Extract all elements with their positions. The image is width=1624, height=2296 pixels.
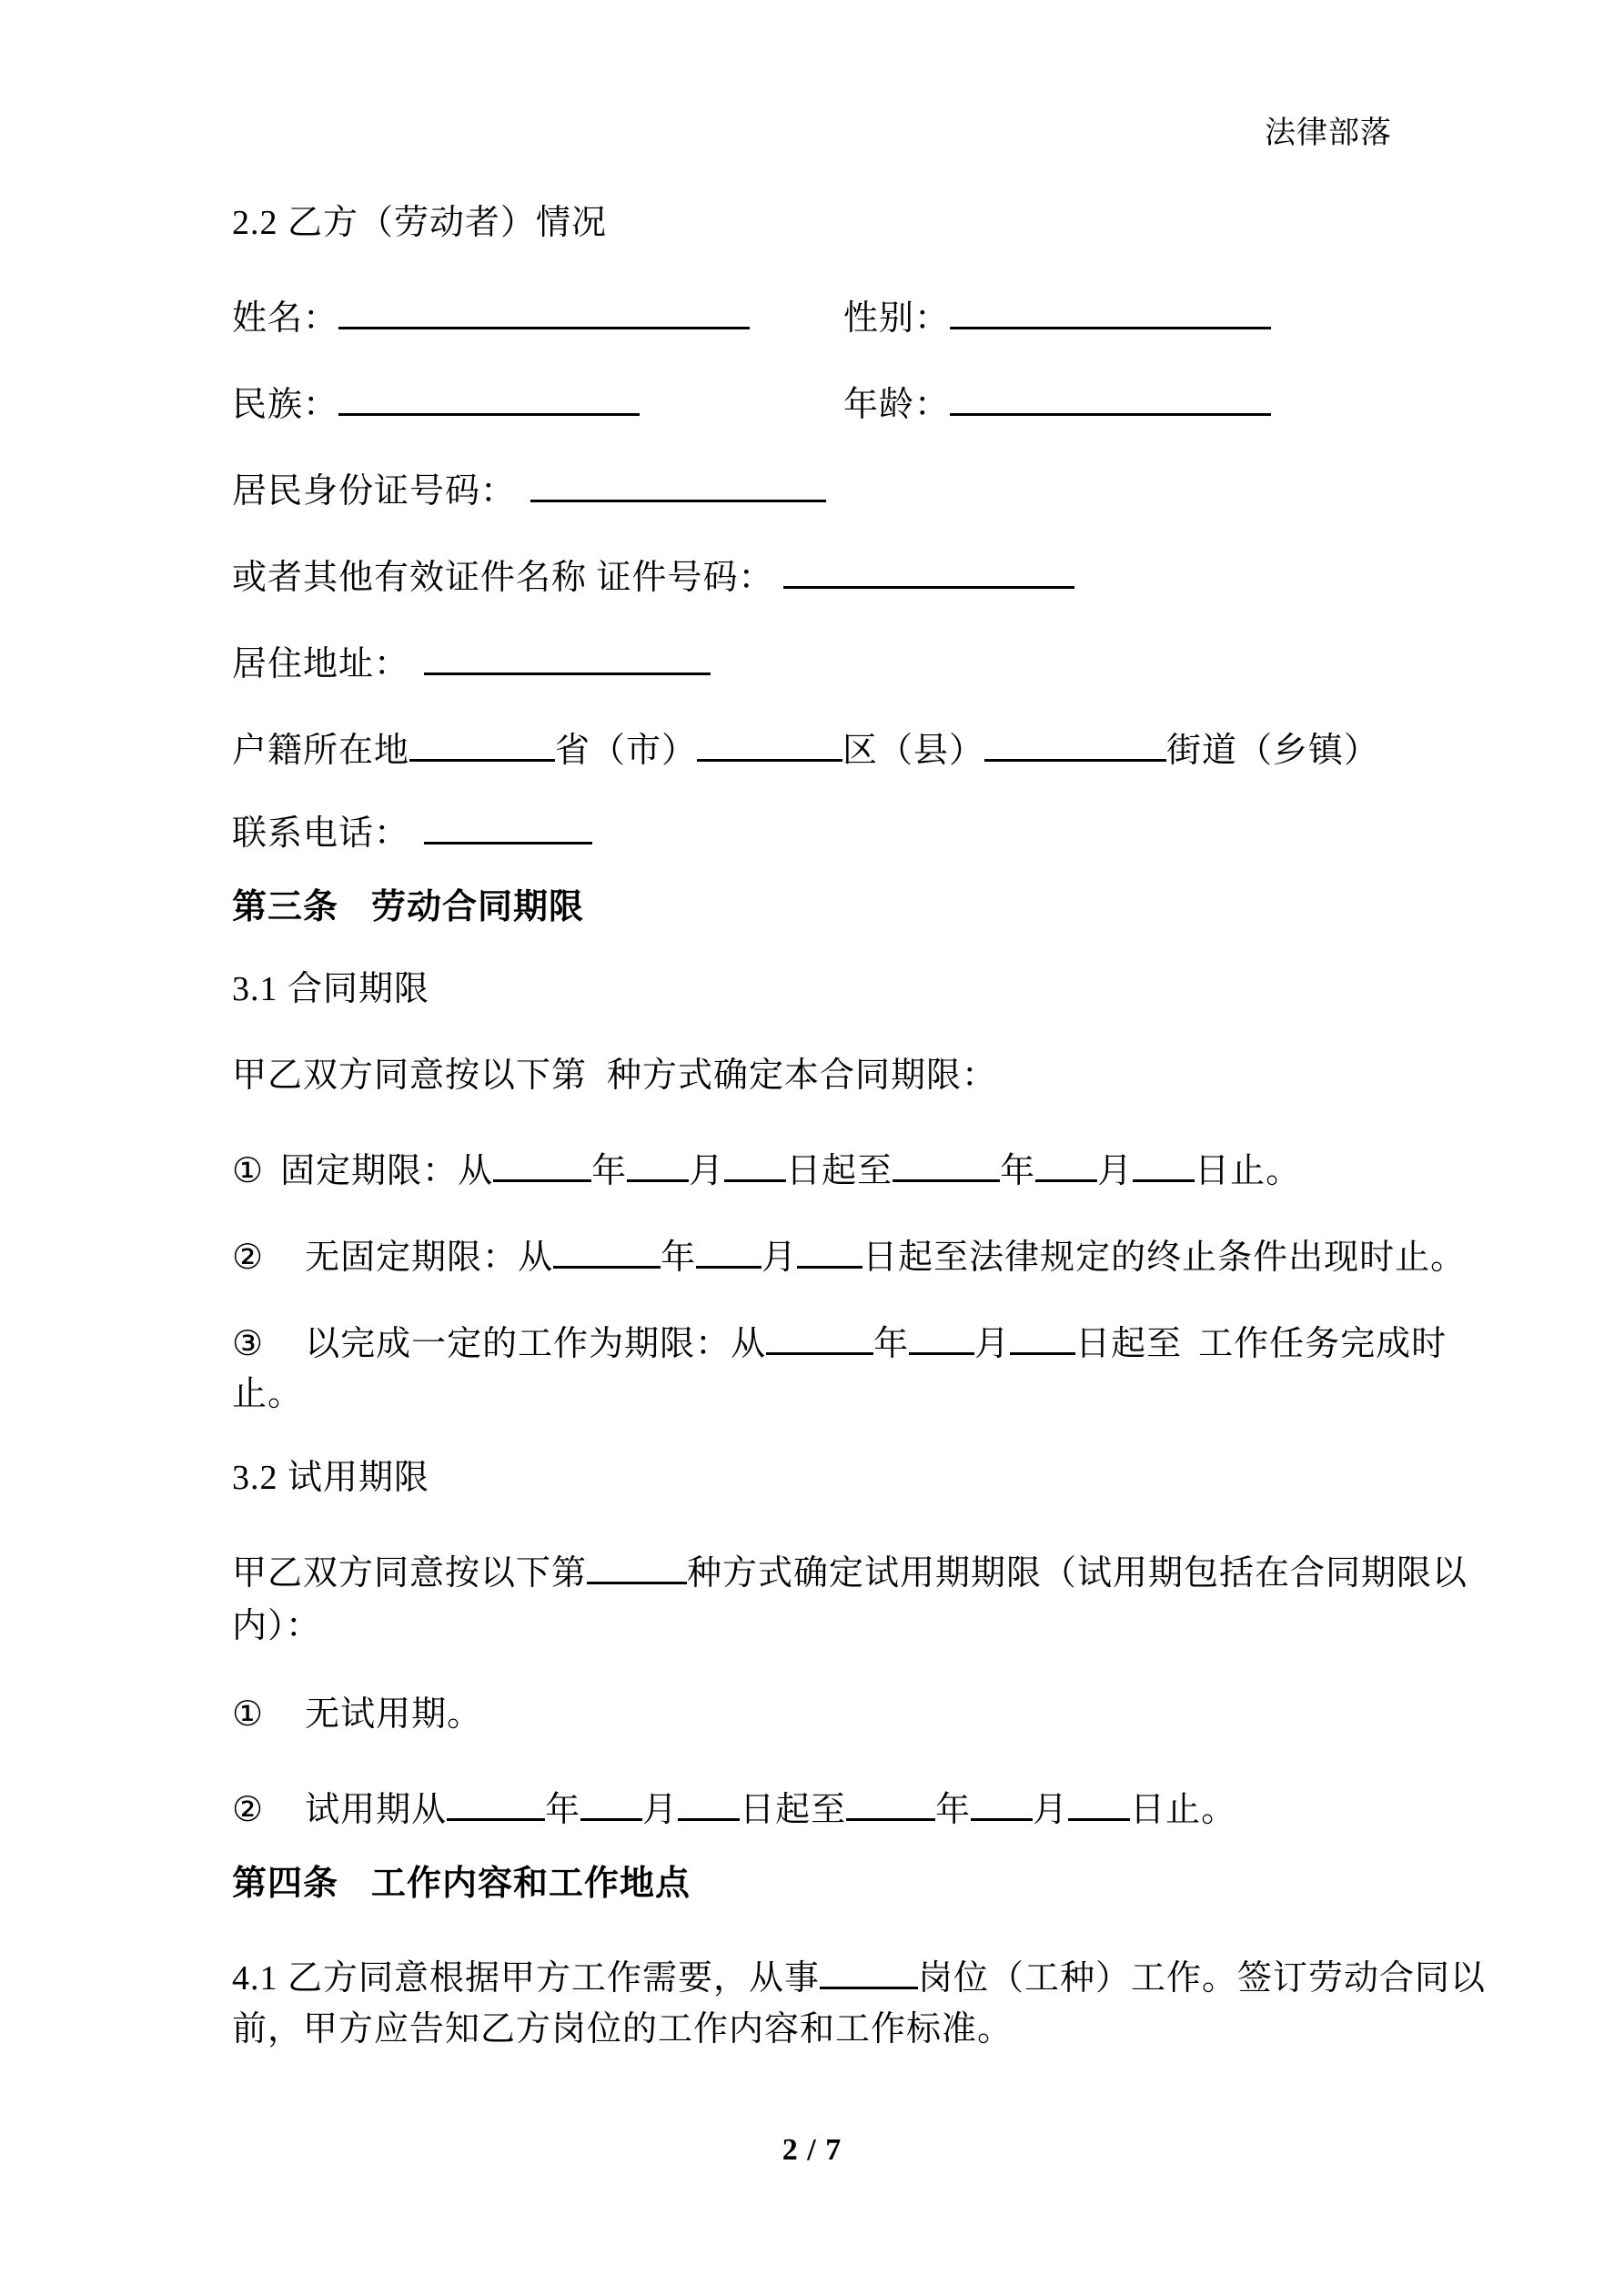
- text-run: 工作任务完成时: [1198, 1325, 1447, 1363]
- text-run: 年龄：: [843, 386, 951, 424]
- text-run: 2 / 7: [782, 2133, 842, 2167]
- option-3-task-term-line-1: [232, 1316, 1447, 1365]
- text-run: 月: [689, 1152, 725, 1190]
- fill-in-blank: [724, 1143, 786, 1182]
- section-2-2-heading: [232, 204, 607, 244]
- text-run: 年: [873, 1325, 910, 1363]
- spacer: [409, 844, 424, 845]
- text-run: 日起至: [1075, 1325, 1183, 1363]
- text-run: 前，甲方应告知乙方岗位的工作内容和工作标准。: [232, 2010, 1014, 2048]
- spacer: [264, 1268, 305, 1269]
- text-run: 第三条: [232, 888, 339, 926]
- fill-in-blank: [909, 1316, 974, 1355]
- page-number-footer: [0, 2132, 1624, 2168]
- text-run: 3.1 合同期限: [232, 970, 430, 1008]
- text-run: 4.1 乙方同意根据甲方工作需要，从事: [232, 1959, 821, 1998]
- row-contact-phone: [232, 805, 592, 855]
- text-run: 内）：: [232, 1607, 322, 1645]
- row-household-registration: [232, 723, 1379, 772]
- fill-in-blank: [697, 723, 842, 762]
- spacer: [774, 588, 783, 589]
- text-run: 性别：: [843, 299, 951, 338]
- probation-option-2: [232, 1782, 1236, 1831]
- fill-in-blank: [971, 1782, 1033, 1821]
- spacer: [587, 1086, 607, 1087]
- fill-in-blank: [893, 1143, 1000, 1182]
- fill-in-blank: [424, 636, 711, 675]
- text-run: 日止。: [1195, 1152, 1302, 1190]
- text-run: 民族：: [232, 386, 339, 424]
- text-run: 年: [661, 1239, 697, 1277]
- text-run: 居民身份证号码：: [232, 472, 517, 511]
- text-run: 街道（乡镇）: [1166, 732, 1380, 770]
- text-run: ③: [232, 1325, 265, 1363]
- row-name-gender: [232, 290, 1271, 339]
- fill-in-blank: [950, 377, 1271, 416]
- spacer: [1182, 1354, 1198, 1355]
- text-run: 日起至: [786, 1152, 893, 1190]
- fill-in-blank: [984, 723, 1166, 762]
- clause-3-1-intro: [232, 1057, 997, 1097]
- fill-in-blank: [424, 805, 592, 845]
- spacer: [338, 917, 371, 918]
- text-run: 年: [1000, 1152, 1036, 1190]
- text-run: 或者其他有效证件名称 证件号码：: [232, 559, 774, 597]
- fill-in-blank: [1010, 1316, 1075, 1355]
- text-run: 试用期从: [305, 1791, 448, 1829]
- text-run: 无固定期限：从: [305, 1239, 554, 1277]
- fill-in-blank: [783, 550, 1074, 589]
- fill-in-blank: [678, 1782, 740, 1821]
- fill-in-blank: [696, 1229, 762, 1269]
- text-run: 年: [935, 1791, 972, 1829]
- clause-3-2-heading: [232, 1459, 429, 1499]
- text-run: 月: [762, 1239, 798, 1277]
- article-4-heading: [232, 1865, 691, 1905]
- clause-3-2-intro-line-2: [232, 1607, 321, 1647]
- text-run: 3.2 试用期限: [232, 1459, 430, 1497]
- text-run: 以完成一定的工作为期限：从: [305, 1325, 767, 1363]
- row-other-certificate: [232, 550, 1074, 599]
- text-run: 户籍所在地: [232, 732, 410, 770]
- option-1-fixed-term: [232, 1143, 1301, 1192]
- fill-in-blank: [627, 1143, 689, 1182]
- text-run: 月: [1033, 1791, 1069, 1829]
- text-run: 日起至法律规定的终止条件出现时止。: [862, 1239, 1467, 1277]
- clause-4-1-line-2: [232, 2010, 1013, 2050]
- option-3-task-term-line-2: [232, 1375, 303, 1415]
- text-run: 甲乙双方同意按以下第: [232, 1057, 588, 1095]
- article-3-heading: [232, 888, 584, 928]
- text-run: 止。: [232, 1375, 304, 1413]
- text-run: 劳动合同期限: [371, 888, 585, 926]
- probation-option-1: [232, 1695, 482, 1735]
- text-run: 2.2 乙方（劳动者）情况: [232, 204, 608, 242]
- fill-in-blank: [447, 1782, 545, 1821]
- text-run: 区（县）: [842, 732, 985, 770]
- text-run: 种方式确定本合同期限：: [607, 1057, 998, 1095]
- clause-4-1-line-1: [232, 1950, 1486, 1999]
- row-ethnicity-age: [232, 377, 1271, 426]
- text-run: ①: [232, 1152, 265, 1190]
- fill-in-blank: [797, 1229, 862, 1269]
- fill-in-blank: [553, 1229, 661, 1269]
- fill-in-blank: [820, 1950, 918, 1989]
- text-run: 甲乙双方同意按以下第: [232, 1554, 588, 1593]
- fill-in-blank: [493, 1143, 591, 1182]
- text-run: 月: [1097, 1152, 1134, 1190]
- clause-3-2-intro-line-1: [232, 1545, 1468, 1594]
- row-residence-address: [232, 636, 711, 685]
- fill-in-blank: [580, 1782, 642, 1821]
- text-run: ②: [232, 1791, 265, 1829]
- row-id-number: [232, 463, 826, 512]
- text-run: 第四条: [232, 1865, 339, 1903]
- text-run: 工作内容和工作地点: [371, 1865, 691, 1903]
- text-run: 居住地址：: [232, 645, 410, 683]
- text-run: 年: [545, 1791, 581, 1829]
- text-run: 联系电话：: [232, 814, 410, 853]
- text-run: 月: [642, 1791, 679, 1829]
- fill-in-blank: [338, 377, 640, 416]
- fill-in-blank: [1133, 1143, 1195, 1182]
- fill-in-blank: [1068, 1782, 1130, 1821]
- spacer: [264, 1354, 305, 1355]
- text-run: ②: [232, 1239, 265, 1277]
- text-run: 日止。: [1130, 1791, 1237, 1829]
- text-run: 省（市）: [555, 732, 698, 770]
- text-run: 岗位（工种）工作。签订劳动合同以: [918, 1959, 1487, 1998]
- fill-in-blank: [950, 290, 1271, 329]
- spacer: [516, 501, 530, 502]
- text-run: 法律部落: [1265, 116, 1392, 150]
- text-run: 年: [591, 1152, 628, 1190]
- fill-in-blank: [1035, 1143, 1097, 1182]
- text-run: 姓名：: [232, 299, 339, 338]
- clause-3-1-heading: [232, 970, 429, 1010]
- header-brand: [1265, 116, 1392, 151]
- text-run: 固定期限：从: [280, 1152, 494, 1190]
- fill-in-blank: [338, 290, 750, 329]
- spacer: [264, 1820, 305, 1821]
- fill-in-blank: [409, 723, 555, 762]
- spacer: [409, 674, 424, 675]
- fill-in-blank: [587, 1545, 687, 1584]
- option-2-open-term: [232, 1229, 1466, 1279]
- spacer: [640, 415, 843, 416]
- spacer: [264, 1181, 280, 1182]
- text-run: 种方式确定试用期期限（试用期包括在合同期限以: [687, 1554, 1468, 1593]
- spacer: [338, 1894, 371, 1895]
- fill-in-blank: [766, 1316, 873, 1355]
- text-run: 无试用期。: [305, 1695, 483, 1734]
- text-run: ①: [232, 1695, 265, 1734]
- text-run: 日起至: [740, 1791, 847, 1829]
- fill-in-blank: [846, 1782, 935, 1821]
- fill-in-blank: [530, 463, 826, 502]
- text-run: 月: [974, 1325, 1011, 1363]
